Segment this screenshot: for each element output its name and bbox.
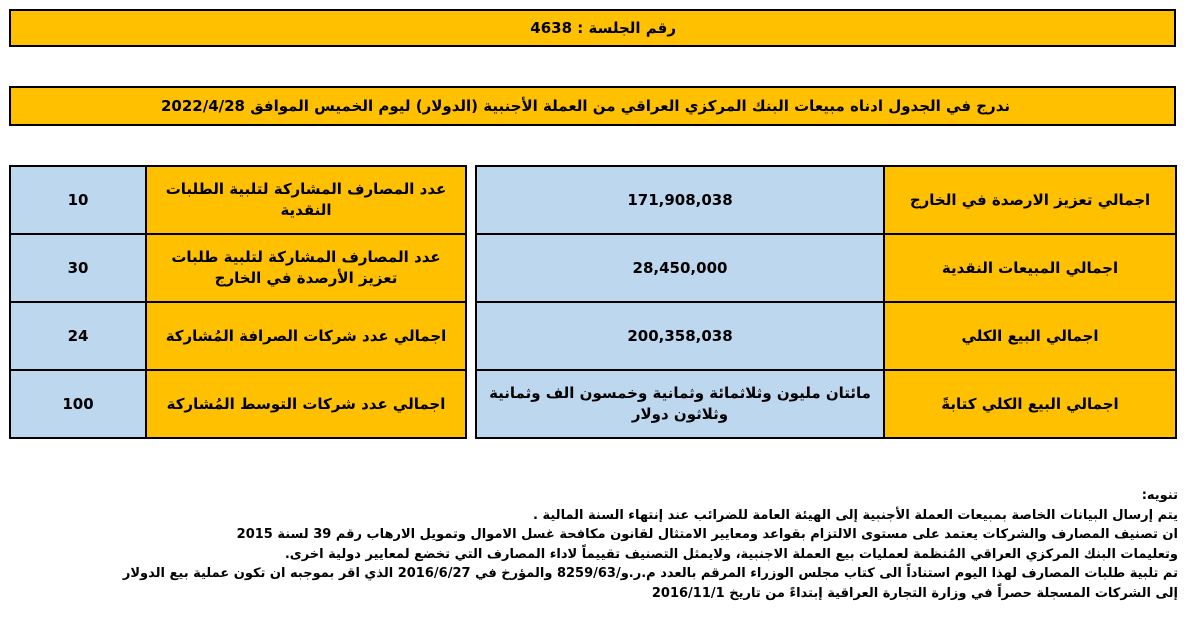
count-label-cell: عدد المصارف المشاركة لتلبية طلبات تعزيز الأرصدة في الخارج: [146, 234, 466, 302]
session-number-label: رقم الجلسة : 4638: [530, 19, 676, 37]
notice-section: [18, 486, 1178, 604]
notice-line: ان تصنيف المصارف والشركات يعتمد على مستوى الالتزام بقواعد ومعايير الامتثال لقانون مكافحة غسل الاموال وتمويل الارهاب رقم 39 لسنة 2015: [236, 527, 1178, 543]
count-label-cell: عدد المصارف المشاركة لتلبية الطلبات النقدية: [146, 166, 466, 234]
count-value-cell: 100: [10, 370, 146, 438]
sales-totals-table: [475, 165, 1177, 439]
table-row: [10, 166, 466, 234]
sales-value-cell: 171,908,038: [476, 166, 884, 234]
count-value-cell: 24: [10, 302, 146, 370]
sales-value-cell: 28,450,000: [476, 234, 884, 302]
count-value-cell: 10: [10, 166, 146, 234]
notice-line: يتم إرسال البيانات الخاصة بمبيعات العملة الأجنبية إلى الهيئة العامة للضرائب عند إنتهاء السنة المالية .: [533, 507, 1178, 523]
table-row: [476, 370, 1176, 438]
sales-label-cell: اجمالي البيع الكلي: [884, 302, 1176, 370]
table-row: [10, 370, 466, 438]
notice-line: إلى الشركات المسجلة حصراً في وزارة التجارة العراقية إبتداءً من تاريخ 2016/11/1: [651, 585, 1178, 601]
notice-line: تم تلبية طلبات المصارف لهذا اليوم استناداً الى كتاب مجلس الوزراء المرقم بالعدد م.ر.و/8259/63 والمؤرخ في 2016/6/27 الذي اقر بموجبه ان تكون عملية بيع الدولار: [122, 566, 1178, 582]
table-row: [476, 234, 1176, 302]
table-row: [10, 302, 466, 370]
participants-count-table: [9, 165, 467, 439]
sales-label-cell: اجمالي تعزيز الارصدة في الخارج: [884, 166, 1176, 234]
sales-label-cell: اجمالي البيع الكلي كتابةً: [884, 370, 1176, 438]
notice-line: وتعليمات البنك المركزي العراقي المُنظمة لعمليات بيع العملة الاجنبية، ولايمثل التصنيف تقييماً لاداء المصارف التي تخضع لمعايير دولية اخرى.: [284, 546, 1178, 562]
count-label-cell: اجمالي عدد شركات التوسط المُشاركة: [146, 370, 466, 438]
session-number-banner: [9, 9, 1176, 47]
table-row: [476, 302, 1176, 370]
table-row: [10, 234, 466, 302]
table-row: [476, 166, 1176, 234]
notice-title: تنويه:: [1141, 488, 1178, 503]
sales-value-cell: مائتان مليون وثلاثمائة وثمانية وخمسون الف وثمانية وثلاثون دولار: [476, 370, 884, 438]
count-value-cell: 30: [10, 234, 146, 302]
sales-label-cell: اجمالي المبيعات النقدية: [884, 234, 1176, 302]
sales-heading-banner: [9, 86, 1176, 126]
sales-heading-text: ندرج في الجدول ادناه مبيعات البنك المركزي العراقي من العملة الأجنبية (الدولار) ليوم الخميس الموافق 2022/4/28: [160, 97, 1010, 115]
count-label-cell: اجمالي عدد شركات الصرافة المُشاركة: [146, 302, 466, 370]
sales-value-cell: 200,358,038: [476, 302, 884, 370]
